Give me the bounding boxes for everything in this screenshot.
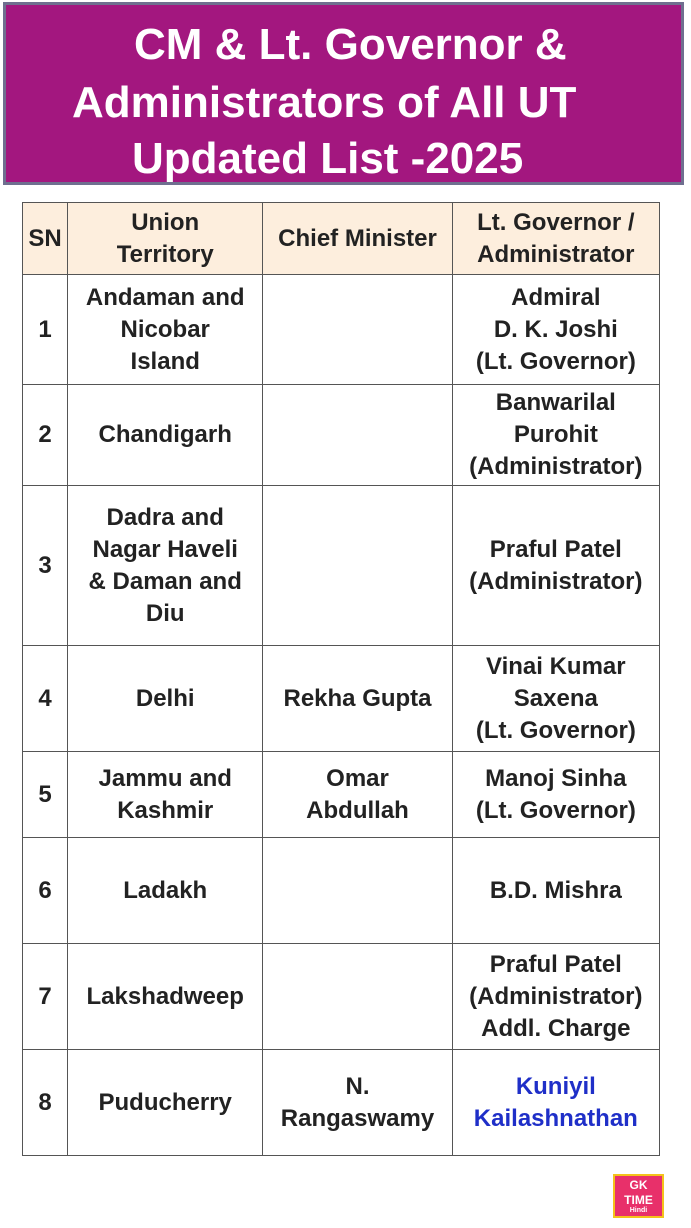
cell-sn: 3 bbox=[23, 486, 68, 646]
title-line-3: Updated List -2025 bbox=[132, 134, 524, 183]
title-line-1: CM & Lt. Governor & bbox=[134, 20, 567, 69]
cell-chief-minister bbox=[263, 486, 452, 646]
cell-lt-governor: B.D. Mishra bbox=[452, 838, 659, 944]
cell-chief-minister bbox=[263, 944, 452, 1050]
cell-lt-governor: Praful Patel (Administrator) bbox=[452, 486, 659, 646]
cell-chief-minister bbox=[263, 385, 452, 486]
table-row bbox=[23, 838, 660, 944]
cell-lt-governor: Admiral D. K. Joshi (Lt. Governor) bbox=[452, 275, 659, 385]
cell-sn: 1 bbox=[23, 275, 68, 385]
cell-union-territory: Chandigarh bbox=[68, 385, 263, 486]
table-row bbox=[23, 486, 660, 646]
cell-sn: 8 bbox=[23, 1050, 68, 1156]
cell-lt-governor: Kuniyil Kailashnathan bbox=[452, 1050, 659, 1156]
logo-text-gk: GK bbox=[629, 1178, 648, 1192]
cell-union-territory: Jammu and Kashmir bbox=[68, 752, 263, 838]
cell-chief-minister: Omar Abdullah bbox=[263, 752, 452, 838]
table-row bbox=[23, 646, 660, 752]
ut-table bbox=[22, 202, 660, 1156]
table-row bbox=[23, 944, 660, 1050]
header-sn: SN bbox=[23, 203, 68, 275]
cell-chief-minister: N. Rangaswamy bbox=[263, 1050, 452, 1156]
cell-chief-minister bbox=[263, 838, 452, 944]
cell-sn: 2 bbox=[23, 385, 68, 486]
header-chief-minister: Chief Minister bbox=[263, 203, 452, 275]
header-lt-governor: Lt. Governor / Administrator bbox=[452, 203, 659, 275]
cell-lt-governor: Manoj Sinha (Lt. Governor) bbox=[452, 752, 659, 838]
table-row bbox=[23, 275, 660, 385]
cell-union-territory: Lakshadweep bbox=[68, 944, 263, 1050]
cell-sn: 5 bbox=[23, 752, 68, 838]
cell-lt-governor: Vinai Kumar Saxena (Lt. Governor) bbox=[452, 646, 659, 752]
cell-lt-governor: Banwarilal Purohit (Administrator) bbox=[452, 385, 659, 486]
cell-union-territory: Dadra and Nagar Haveli & Daman and Diu bbox=[68, 486, 263, 646]
cell-union-territory: Andaman and Nicobar Island bbox=[68, 275, 263, 385]
cell-sn: 6 bbox=[23, 838, 68, 944]
title-line-2: Administrators of All UT bbox=[72, 78, 577, 127]
cell-sn: 4 bbox=[23, 646, 68, 752]
logo-text-time: TIME bbox=[624, 1193, 653, 1207]
cell-chief-minister bbox=[263, 275, 452, 385]
cell-union-territory: Puducherry bbox=[68, 1050, 263, 1156]
table-row bbox=[23, 1050, 660, 1156]
cell-chief-minister: Rekha Gupta bbox=[263, 646, 452, 752]
header-union-territory: Union Territory bbox=[68, 203, 263, 275]
cell-union-territory: Ladakh bbox=[68, 838, 263, 944]
gk-time-logo bbox=[613, 1174, 664, 1218]
table-row bbox=[23, 385, 660, 486]
table-header-row bbox=[23, 203, 660, 275]
title-banner bbox=[3, 2, 684, 185]
logo-text-hindi: Hindi bbox=[629, 1207, 648, 1214]
cell-union-territory: Delhi bbox=[68, 646, 263, 752]
cell-sn: 7 bbox=[23, 944, 68, 1050]
cell-lt-governor: Praful Patel (Administrator) Addl. Charge bbox=[452, 944, 659, 1050]
table-row bbox=[23, 752, 660, 838]
